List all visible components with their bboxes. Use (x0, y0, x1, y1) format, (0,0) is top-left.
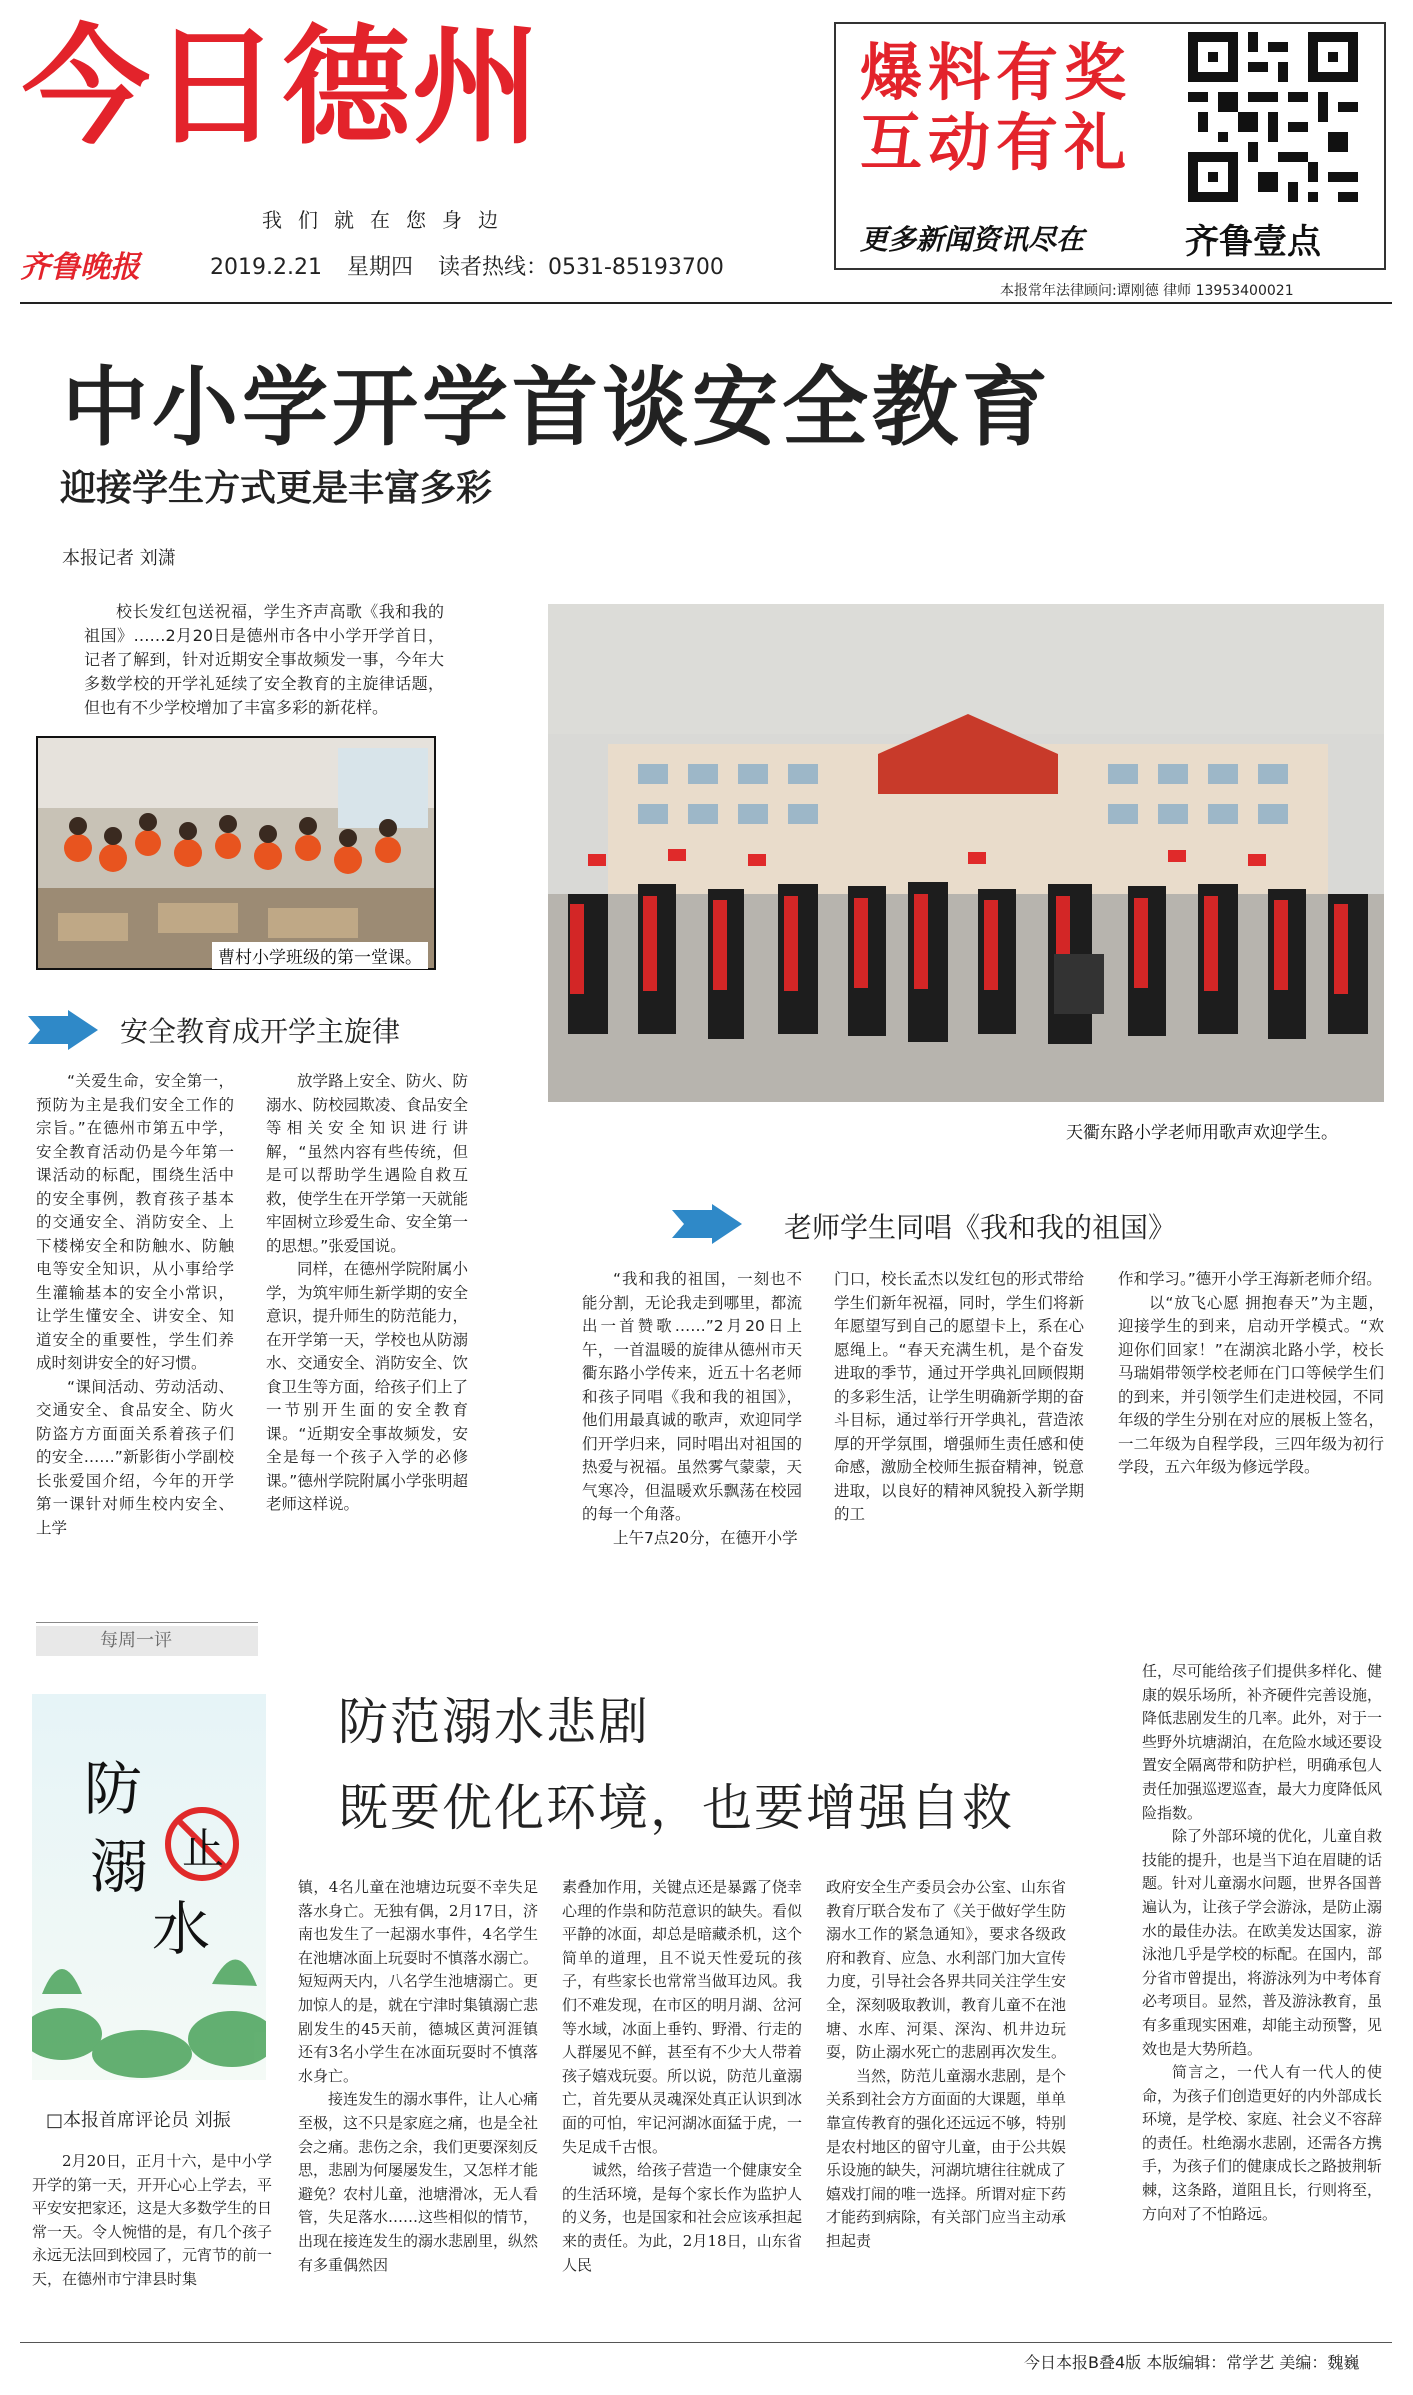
illustration-char: 水 (152, 1895, 211, 1963)
section-arrow-icon (672, 1204, 742, 1244)
paragraph: 素叠加作用，关键点还是暴露了侥幸心理的作祟和防范意识的缺失。看似平静的冰面，却总是暗藏杀机，这个简单的道理，且不说天性爱玩的孩子，有些家长也常常当做耳边风。我们不难发现，在市区的明月湖、岔河等水域，冰面上垂钓、野滑、行走的人群屡见不鲜，甚至有不少大人带着孩子嬉戏玩耍。所以说，防范儿童溺亡，首先要从灵魂深处真正认识到冰面的可怕，牢记河湖冰面猛于虎，一失足成千古恨。 (562, 1878, 803, 2156)
section1-column-2 (266, 1070, 468, 1517)
classroom-photo (36, 736, 436, 970)
illustration-char: 溺 (90, 1833, 149, 1901)
no-drowning-illustration (32, 1694, 266, 2080)
school-gate-photo (548, 604, 1384, 1102)
editorial-title-2: 既要优化环境，也要增强自救 (338, 1779, 1014, 1837)
section1-column-1 (36, 1070, 234, 1540)
reader-hotline: 读者热线：0531-85193700 (437, 255, 724, 280)
paper-name: 齐鲁晚报 (20, 250, 140, 285)
promo-line-1: 爆料有奖 (860, 36, 1133, 109)
paragraph: 镇，4名儿童在池塘边玩耍不幸失足落水身亡。无独有偶，2月17日，济南也发生了一起溺水事件，4名学生在池塘冰面上玩耍时不慎落水溺亡。短短两天内，八名学生池塘溺亡。更加惊人的是，就在宁津时集镇溺亡悲剧发生的45天前，德城区黄河涯镇还有3名小学生在冰面玩耍时不慎落水身亡。 (298, 1878, 539, 2085)
paragraph: “课间活动、劳动活动、交通安全、食品安全、防火防盗方方面面关系着孩子们的安全……”新影街小学副校长张爱国介绍，今年的开学第一课针对师生校内安全、上学 (36, 1377, 234, 1537)
legal-counsel-line: 本报常年法律顾问:谭刚德 律师 13953400021 (1000, 283, 1294, 299)
illustration-char: 止 (182, 1824, 225, 1873)
promo-brand: 齐鲁壹点 (1185, 222, 1321, 262)
editorial-title-1: 防范溺水悲剧 (338, 1693, 650, 1751)
paragraph: “关爱生命，安全第一，预防为主是我们安全工作的宗旨。”在德州市第五中学，安全教育活动仍是今年第一课活动的标配，围绕生活中的安全事例，教育孩子基本的交通安全、消防安全、上下楼梯安全和防触水、防触电等安全知识，从小事给学生灌输基本的安全小常识，让学生懂安全、讲安全、知道安全的重要性，学生们养成时刻讲安全的好习惯。 (36, 1072, 234, 1372)
section-title-safety: 安全教育成开学主旋律 (120, 1015, 401, 1048)
paragraph: 除了外部环境的优化，儿童自救技能的提升，也是当下迫在眉睫的话题。针对儿童溺水问题，世界各国普遍认为，让孩子学会游泳，是防止溺水的最佳办法。在欧美发达国家，游泳池几乎是学校的标配。在国内，部分省市曾提出，将游泳列为中考体育必考项目。显然，普及游泳教育，虽有多重现实困难，却能主动预警，见效也是大势所趋。 (1142, 1827, 1383, 2058)
dateline (210, 250, 742, 281)
issue-weekday: 星期四 (346, 255, 413, 280)
paragraph: 简言之，一代人有一代人的使命，为孩子们创造更好的内外部成长环境，是学校、家庭、社会义不容辞的责任。杜绝溺水悲剧，还需各方携手，为孩子们的健康成长之路披荆斩棘，这条路，道阻且长，行则将至，方向对了不怕路远。 (1142, 2063, 1383, 2223)
paragraph: 门口，校长孟杰以发红包的形式带给学生们新年祝福，同时，学生们将新年愿望写到自己的愿望卡上，系在心愿绳上。“春天充满生机，是个奋发进取的季节，通过开学典礼回顾假期的多彩生活，让学生明确新学期的奋斗目标，通过举行开学典礼，营造浓厚的开学氛围，增强师生责任感和使命感，激励全校师生振奋精神，锐意进取，以良好的精神风貌投入新学期的工 (834, 1270, 1084, 1523)
school-gate-photo-caption: 天衢东路小学老师用歌声欢迎学生。 (1066, 1123, 1338, 1143)
section2-column-3 (1118, 1268, 1384, 1480)
paragraph: 作和学习。”德开小学王海新老师介绍。 (1118, 1270, 1382, 1288)
illustration-char: 防 (84, 1755, 143, 1823)
paragraph: 任，尽可能给孩子们提供多样化、健康的娱乐场所，补齐硬件完善设施，降低悲剧发生的几率。此外，对于一些野外坑塘湖泊，在危险水域还要设置安全隔离带和防护栏，明确承包人责任加强巡逻巡查，最大力度降低风险指数。 (1142, 1662, 1383, 1822)
editorial-column-2 (298, 1876, 538, 2277)
promo-more-text: 更多新闻资讯尽在 (860, 223, 1085, 256)
editorial-column-3 (562, 1876, 802, 2277)
masthead-divider (20, 302, 1392, 304)
section2-column-1 (582, 1268, 802, 1550)
qr-code-icon[interactable] (1188, 32, 1358, 202)
masthead-title: 今日德州 (22, 13, 543, 162)
paragraph: 诚然，给孩子营造一个健康安全的生活环境，是每个家长作为监护人的义务，也是国家和社会应该承担起来的责任。为此，2月18日，山东省人民 (562, 2161, 803, 2274)
promo-line-2: 互动有礼 (860, 106, 1133, 179)
paragraph: 同样，在德州学院附属小学，为筑牢师生新学期的安全意识，提升师生的防范能力，在开学第一天，学校也从防溺水、交通安全、消防安全、饮食卫生等方面，给孩子们上了一节别开生面的安全教育课。“近期安全事故频发，安全是每一个孩子入学的必修课。”德州学院附属小学张明超老师这样说。 (266, 1260, 468, 1513)
footer-info: 今日本报B叠4版 本版编辑：常学艺 美编：魏巍 (1024, 2353, 1360, 2372)
masthead-slogan: 我们就在您身边 (262, 208, 514, 232)
article-subheadline: 迎接学生方式更是丰富多彩 (60, 468, 493, 509)
section2-column-2 (834, 1268, 1084, 1527)
paragraph: 放学路上安全、防火、防溺水、防校园欺凌、食品安全等相关安全知识进行讲解，“虽然内容有些传统，但是可以帮助学生遇险自救互救，使学生在开学第一天就能牢固树立珍爱生命、安全第一的思想。”张爱国说。 (266, 1072, 468, 1255)
weekly-comment-label: 每周一评 (36, 1626, 258, 1656)
classroom-photo-caption: 曹村小学班级的第一堂课。 (212, 942, 428, 969)
issue-date: 2019.2.21 (210, 255, 322, 280)
editorial-column-1 (32, 2150, 272, 2292)
editorial-author: □本报首席评论员 刘振 (46, 2110, 231, 2131)
paragraph: “我和我的祖国，一刻也不能分割，无论我走到哪里，都流出一首赞歌……”2月20日上午，一首温暖的旋律从德州市天衢东路小学传来，近五十名老师和孩子同唱《我和我的祖国》，他们用最真诚的歌声，欢迎同学们开学归来，同时唱出对祖国的热爱与祝福。虽然雾气蒙蒙，天气寒冷，但温暖欢乐飘荡在校园的每一个角落。 (582, 1270, 802, 1523)
paragraph: 当然，防范儿童溺水悲剧，是个关系到社会方方面面的大课题，単单靠宣传教育的强化还远远不够，特别是农村地区的留守儿童，由于公共娱乐设施的缺失，河湖坑塘往往就成了嬉戏打闹的唯一选择。所谓对症下药才能药到病除，有关部门应当主动承担起责 (826, 2066, 1067, 2250)
section-title-singing: 老师学生同唱《我和我的祖国》 (784, 1211, 1177, 1244)
paragraph: 上午7点20分，在德开小学 (613, 1528, 798, 1547)
editorial-column-5 (1142, 1660, 1382, 2226)
article-headline: 中小学开学首谈安全教育 (62, 358, 1052, 458)
article-lead: 校长发红包送祝福，学生齐声高歌《我和我的祖国》……2月20日是德州市各中小学开学首日，记者了解到，针对近期安全事故频发一事，今年大多数学校的开学礼延续了安全教育的主旋律话题，但也有不少学校增加了丰富多彩的新花样。 (84, 602, 444, 717)
article-byline: 本报记者 刘潇 (62, 548, 176, 569)
section-arrow-icon (28, 1010, 98, 1050)
paragraph: 政府安全生产委员会办公室、山东省教育厅联合发布了《关于做好学生防溺水工作的紧急通知》，要求各级政府和教育、应急、水利部门加大宣传力度，引导社会各界共同关注学生安全，深刻吸取教训，教育儿童不在池塘、水库、河渠、深沟、机井边玩耍，防止溺水死亡的悲剧再次发生。 (826, 1878, 1067, 2062)
editorial-column-4 (826, 1876, 1066, 2254)
paragraph: 以“放飞心愿 拥抱春天”为主题，迎接学生的到来，启动开学模式。“欢迎你们回家！”在湖滨北路小学，校长马瑞娟带领学校老师在门口等候学生们的到来，并引领学生们走进校园，不同年级的学生分别在对应的展板上签名，一二年级为自程学段，三四年级为初行学段，五六年级为修远学段。 (1118, 1293, 1384, 1476)
promo-headline (860, 38, 1132, 178)
paragraph: 接连发生的溺水事件，让人心痛至极，这不只是家庭之痛，也是全社会之痛。悲伤之余，我们更要深刻反思，悲剧为何屡屡发生，又怎样才能避免？农村儿童，池塘滑冰，无人看管，失足落水……这些相似的情节，出现在接连发生的溺水悲剧里，纵然有多重偶然因 (298, 2090, 539, 2274)
paragraph: 2月20日，正月十六，是中小学开学的第一天，开开心心上学去，平平安安把家还，这是大多数学生的日常一天。令人惋惜的是，有几个孩子永远无法回到校园了，元宵节的前一天，在德州市宁津县时集 (32, 2152, 273, 2288)
footer-divider (20, 2342, 1392, 2343)
